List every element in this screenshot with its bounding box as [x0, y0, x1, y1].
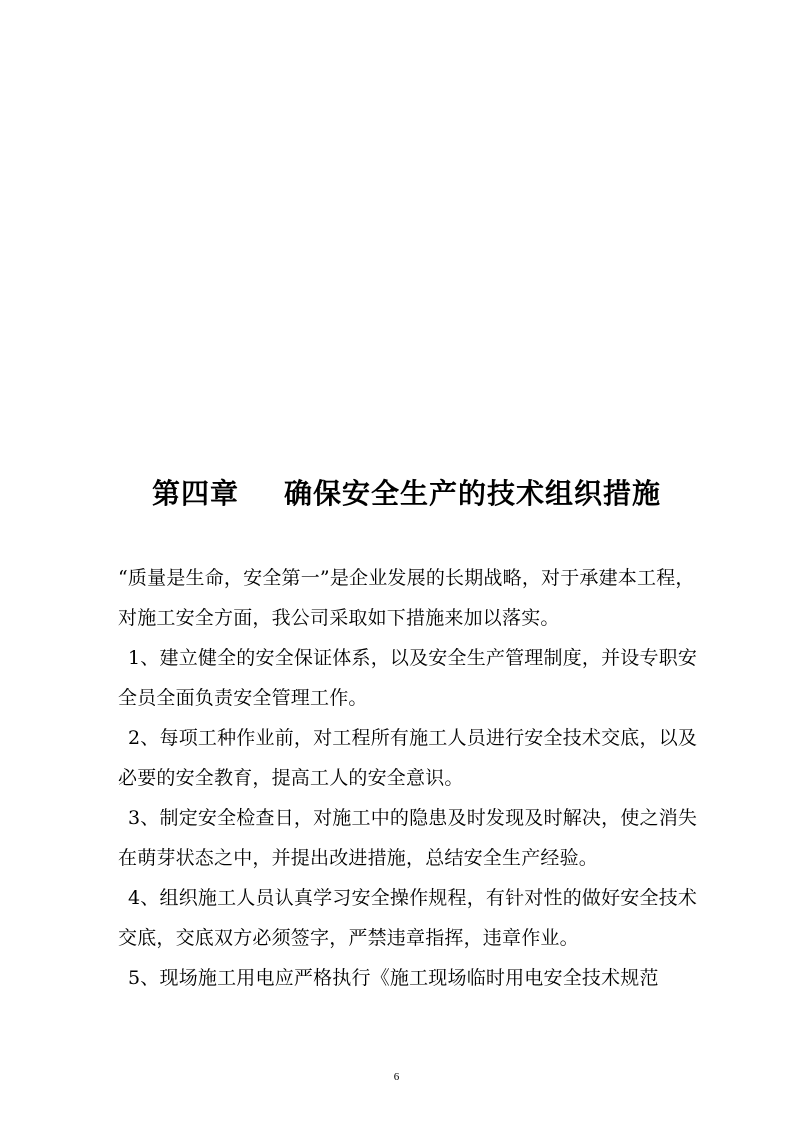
list-item-1-line: 1、建立健全的安全保证体系，以及安全生产管理制度，并设专职安	[128, 647, 698, 669]
list-item-5-line: 5、现场施工用电应严格执行《施工现场临时用电安全技术规范	[128, 967, 659, 989]
list-item-2-line: 2、每项工种作业前，对工程所有施工人员进行安全技术交底，以及	[128, 727, 698, 749]
chapter-number: 第四章	[152, 477, 240, 510]
list-item-3-line: 3、制定安全检查日，对施工中的隐患及时发现及时解决，使之消失	[128, 807, 698, 829]
list-item-4-line: 4、组织施工人员认真学习安全操作规程，有针对性的做好安全技术	[128, 887, 698, 909]
paragraph-line: “质量是生命，安全第一”是企业发展的长期战略，对于承建本工程，	[118, 567, 695, 589]
page-number: 6	[393, 1071, 400, 1083]
list-item-4-line: 交底，交底双方必须签字，严禁违章指挥，违章作业。	[118, 927, 579, 949]
list-item-3-line: 在萌芽状态之中，并提出改进措施，总结安全生产经验。	[118, 847, 599, 869]
paragraph-line: 对施工安全方面，我公司采取如下措施来加以落实。	[118, 607, 560, 629]
chapter-title: 确保安全生产的技术组织措施	[284, 477, 662, 510]
chapter-heading	[120, 472, 710, 516]
body-text	[118, 558, 698, 998]
list-item-1-line: 全员全面负责安全管理工作。	[118, 687, 368, 709]
list-item-2-line: 必要的安全教育，提高工人的安全意识。	[118, 767, 464, 789]
